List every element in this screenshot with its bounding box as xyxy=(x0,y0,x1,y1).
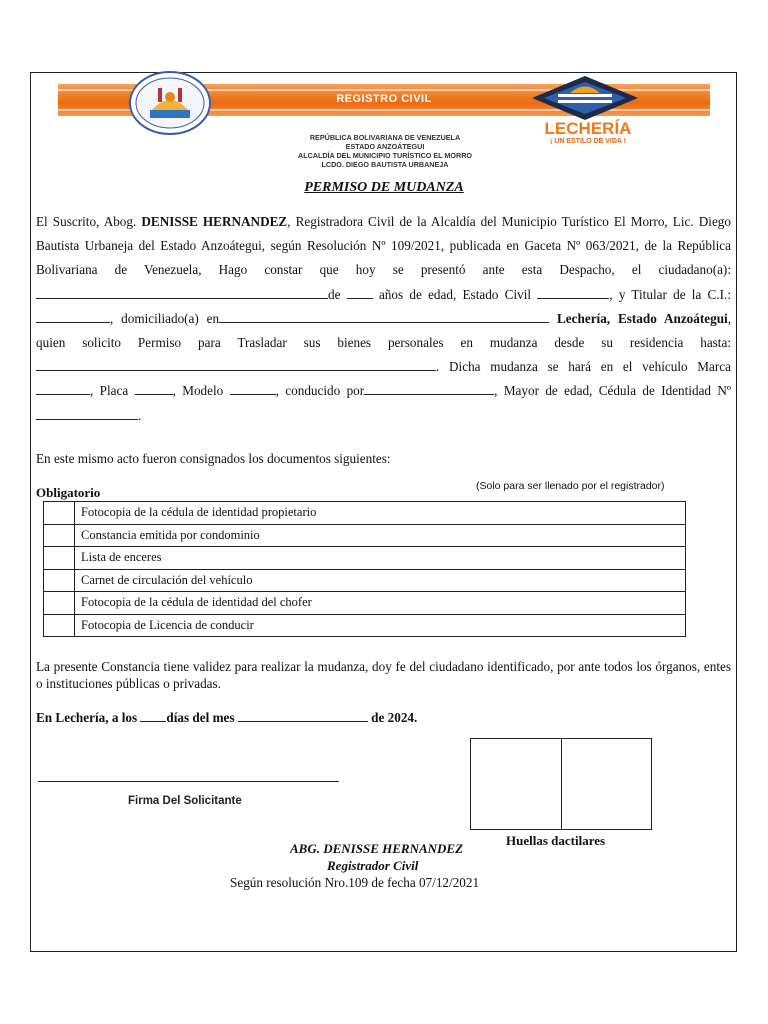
body-text: El Suscrito, Abog. xyxy=(36,214,142,229)
body-text: , Registradora Civil de la Alcaldía del Municipio Turístico El Morro, Lic. Diego Bautista Urbaneja del Estado Anzoátegui, según Resolución Nº 109/2021, publicada en Gaceta Nº 063/2021, de la República Bolivariana de Venezuela, Hago constar que hoy se presentó ante esta Despacho, el ciudadano(a): xyxy=(36,214,731,278)
date-text: de 2024. xyxy=(367,710,418,725)
body-text: . Dicha mudanza se hará en el vehículo Marca xyxy=(436,359,731,375)
document-item: Carnet de circulación del vehículo xyxy=(75,569,686,592)
body-text: , Mayor de edad, Cédula de Identidad Nº xyxy=(494,383,731,399)
citizen-name-blank[interactable] xyxy=(36,286,328,299)
id-number-blank[interactable] xyxy=(36,310,110,323)
checkbox-cell[interactable] xyxy=(44,592,75,615)
closing-paragraph: La presente Constancia tiene validez para realizar la mudanza, doy fe del ciudadano identificado, por ante todos los órganos, entes o instituciones públicas o privadas. xyxy=(36,659,731,691)
table-row xyxy=(44,547,686,570)
header-line: ESTADO ANZOÁTEGUI xyxy=(345,142,425,151)
checkbox-cell[interactable] xyxy=(44,547,75,570)
civil-status-blank[interactable] xyxy=(537,286,609,299)
checkbox-cell[interactable] xyxy=(44,569,75,592)
document-item: Fotocopia de la cédula de identidad propietario xyxy=(75,502,686,525)
applicant-signature-line[interactable] xyxy=(38,781,339,782)
registrar-signature-name: ABG. DENISSE HERNANDEZ xyxy=(290,841,464,856)
lecheria-logo-icon xyxy=(530,74,640,122)
mandatory-heading: Obligatorio xyxy=(36,485,101,500)
date-line xyxy=(36,709,417,726)
document-item: Fotocopia de Licencia de conducir xyxy=(75,614,686,637)
brand-name: LECHERÍA xyxy=(544,119,632,138)
body-text: , Modelo xyxy=(172,383,230,399)
checkbox-cell[interactable] xyxy=(44,502,75,525)
table-row xyxy=(44,524,686,547)
address-blank[interactable] xyxy=(219,310,549,323)
body-paragraph xyxy=(36,210,731,428)
institution-header xyxy=(270,133,500,169)
brand-slogan: ¡ UN ESTILO DE VIDA ! xyxy=(550,138,626,145)
documents-table xyxy=(43,501,686,637)
driver-blank[interactable] xyxy=(364,382,494,395)
body-text: , quien solicito Permiso para Trasladar sus bienes personales en mudanza desde su residencia hasta: xyxy=(36,310,731,351)
destination-blank[interactable] xyxy=(36,358,436,371)
document-item: Fotocopia de la cédula de identidad del chofer xyxy=(75,592,686,615)
place-name: Lechería, Estado Anzoátegui xyxy=(557,310,728,326)
header-line: LCDO. DIEGO BAUTISTA URBANEJA xyxy=(321,160,449,169)
body-text: , conducido por xyxy=(275,383,365,399)
document-item: Lista de enceres xyxy=(75,547,686,570)
registrar-note: (Solo para ser llenado por el registrador) xyxy=(476,480,665,492)
date-text: En Lechería, a los xyxy=(36,710,141,725)
table-row xyxy=(44,592,686,615)
body-text: , domiciliado(a) en xyxy=(110,310,220,326)
body-text: de xyxy=(328,286,347,302)
plate-blank[interactable] xyxy=(135,382,173,395)
municipal-seal-icon xyxy=(128,70,212,136)
vehicle-brand-blank[interactable] xyxy=(36,382,90,395)
day-blank[interactable] xyxy=(140,709,166,722)
applicant-signature-label: Firma Del Solicitante xyxy=(128,795,242,807)
driver-id-blank[interactable] xyxy=(36,407,138,420)
table-row xyxy=(44,502,686,525)
body-text: años de edad, Estado Civil xyxy=(372,286,538,302)
table-row xyxy=(44,569,686,592)
document-title: PERMISO DE MUDANZA xyxy=(304,180,464,195)
header-line: ALCALDÍA DEL MUNICIPIO TURÍSTICO EL MORRO xyxy=(298,151,472,160)
model-blank[interactable] xyxy=(230,382,276,395)
date-text: días del mes xyxy=(166,710,238,725)
documents-intro: En este mismo acto fueron consignados los documentos siguientes: xyxy=(36,451,391,466)
table-row xyxy=(44,614,686,637)
age-blank[interactable] xyxy=(347,286,373,299)
header-line: REPÚBLICA BOLIVARIANA DE VENEZUELA xyxy=(309,133,461,142)
checkbox-cell[interactable] xyxy=(44,524,75,547)
registrar-name: DENISSE HERNANDEZ xyxy=(141,214,288,229)
fingerprints-label: Huellas dactilares xyxy=(506,833,606,848)
brand xyxy=(538,120,638,145)
body-text: , y Titular de la C.I.: xyxy=(609,286,732,302)
banner-title: REGISTRO CIVIL xyxy=(336,93,432,105)
document-item: Constancia emitida por condominio xyxy=(75,524,686,547)
registrar-title: Registrador Civil xyxy=(327,858,419,873)
month-blank[interactable] xyxy=(238,709,368,722)
body-text: , Placa xyxy=(90,383,135,399)
fingerprint-box-right[interactable] xyxy=(561,739,652,829)
body-text: . xyxy=(138,407,142,423)
checkbox-cell[interactable] xyxy=(44,614,75,637)
fingerprint-box-left[interactable] xyxy=(471,739,561,829)
fingerprint-boxes xyxy=(470,738,652,830)
resolution-line: Según resolución Nro.109 de fecha 07/12/2021 xyxy=(230,875,480,890)
